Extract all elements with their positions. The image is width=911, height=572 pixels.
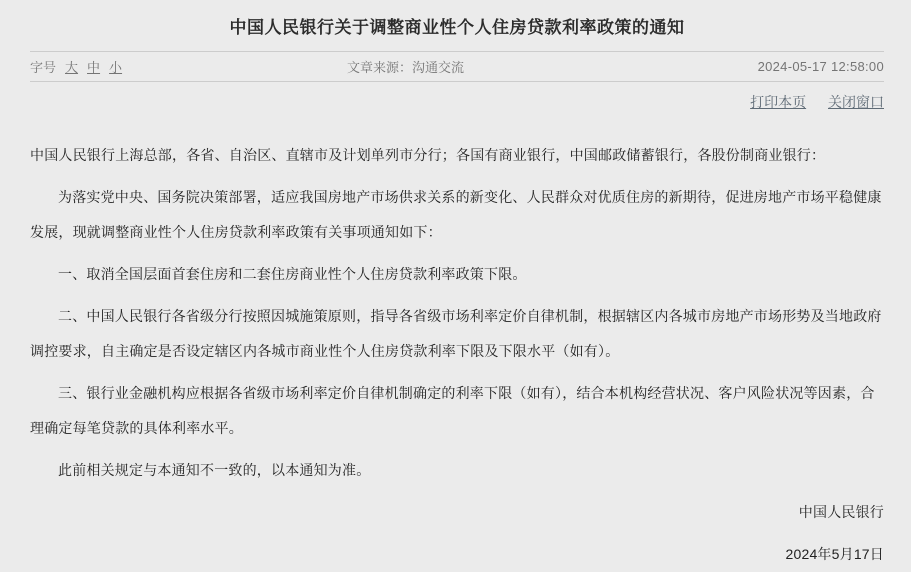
font-size-small-link[interactable]: 小: [109, 60, 123, 75]
notice-body: [30, 138, 884, 572]
close-window-link[interactable]: 关闭窗口: [828, 94, 884, 110]
action-links-row: [30, 82, 884, 117]
paragraph-item-3: 三、银行业金融机构应根据各省级市场利率定价自律机制确定的利率下限（如有），结合本机构经营状况、客户风险状况等因素，合理确定每笔贷款的具体利率水平。: [30, 385, 875, 436]
meta-bar: [30, 51, 884, 82]
article-source: [347, 57, 758, 76]
paragraph-item-1: 一、取消全国层面首套住房和二套住房商业性个人住房贷款利率政策下限。: [58, 266, 527, 282]
font-size-label: 字号: [30, 60, 57, 75]
paragraph-item-2: 二、中国人民银行各省级分行按照因城施策原则，指导各省级市场利率定价自律机制，根据辖区内各城市房地产市场形势及当地政府调控要求，自主确定是否设定辖区内各城市商业性个人住房贷款利率下限及下限水平（如有）。: [30, 308, 882, 359]
font-size-medium-link[interactable]: 中: [87, 60, 101, 75]
issue-date: 2024年5月17日: [785, 546, 884, 562]
font-size-controls: [30, 57, 347, 76]
article-source-value: 沟通交流: [412, 60, 465, 75]
publish-timestamp: 2024-05-17 12:58:00: [757, 59, 884, 74]
signature: 中国人民银行: [798, 504, 884, 520]
article-source-label: 文章来源：: [347, 60, 413, 75]
paragraph-preamble: 为落实党中央、国务院决策部署，适应我国房地产市场供求关系的新变化、人民群众对优质住房的新期待，促进房地产市场平稳健康发展，现就调整商业性个人住房贷款利率政策有关事项通知如下：: [30, 189, 882, 240]
paragraph-salutation: 中国人民银行上海总部，各省、自治区、直辖市及计划单列市分行；各国有商业银行，中国邮政储蓄银行，各股份制商业银行：: [30, 147, 826, 163]
font-size-large-link[interactable]: 大: [65, 60, 79, 75]
print-page-link[interactable]: 打印本页: [750, 94, 807, 110]
page-title: 中国人民银行关于调整商业性个人住房贷款利率政策的通知: [229, 18, 685, 37]
paragraph-closing: 此前相关规定与本通知不一致的，以本通知为准。: [58, 462, 371, 478]
